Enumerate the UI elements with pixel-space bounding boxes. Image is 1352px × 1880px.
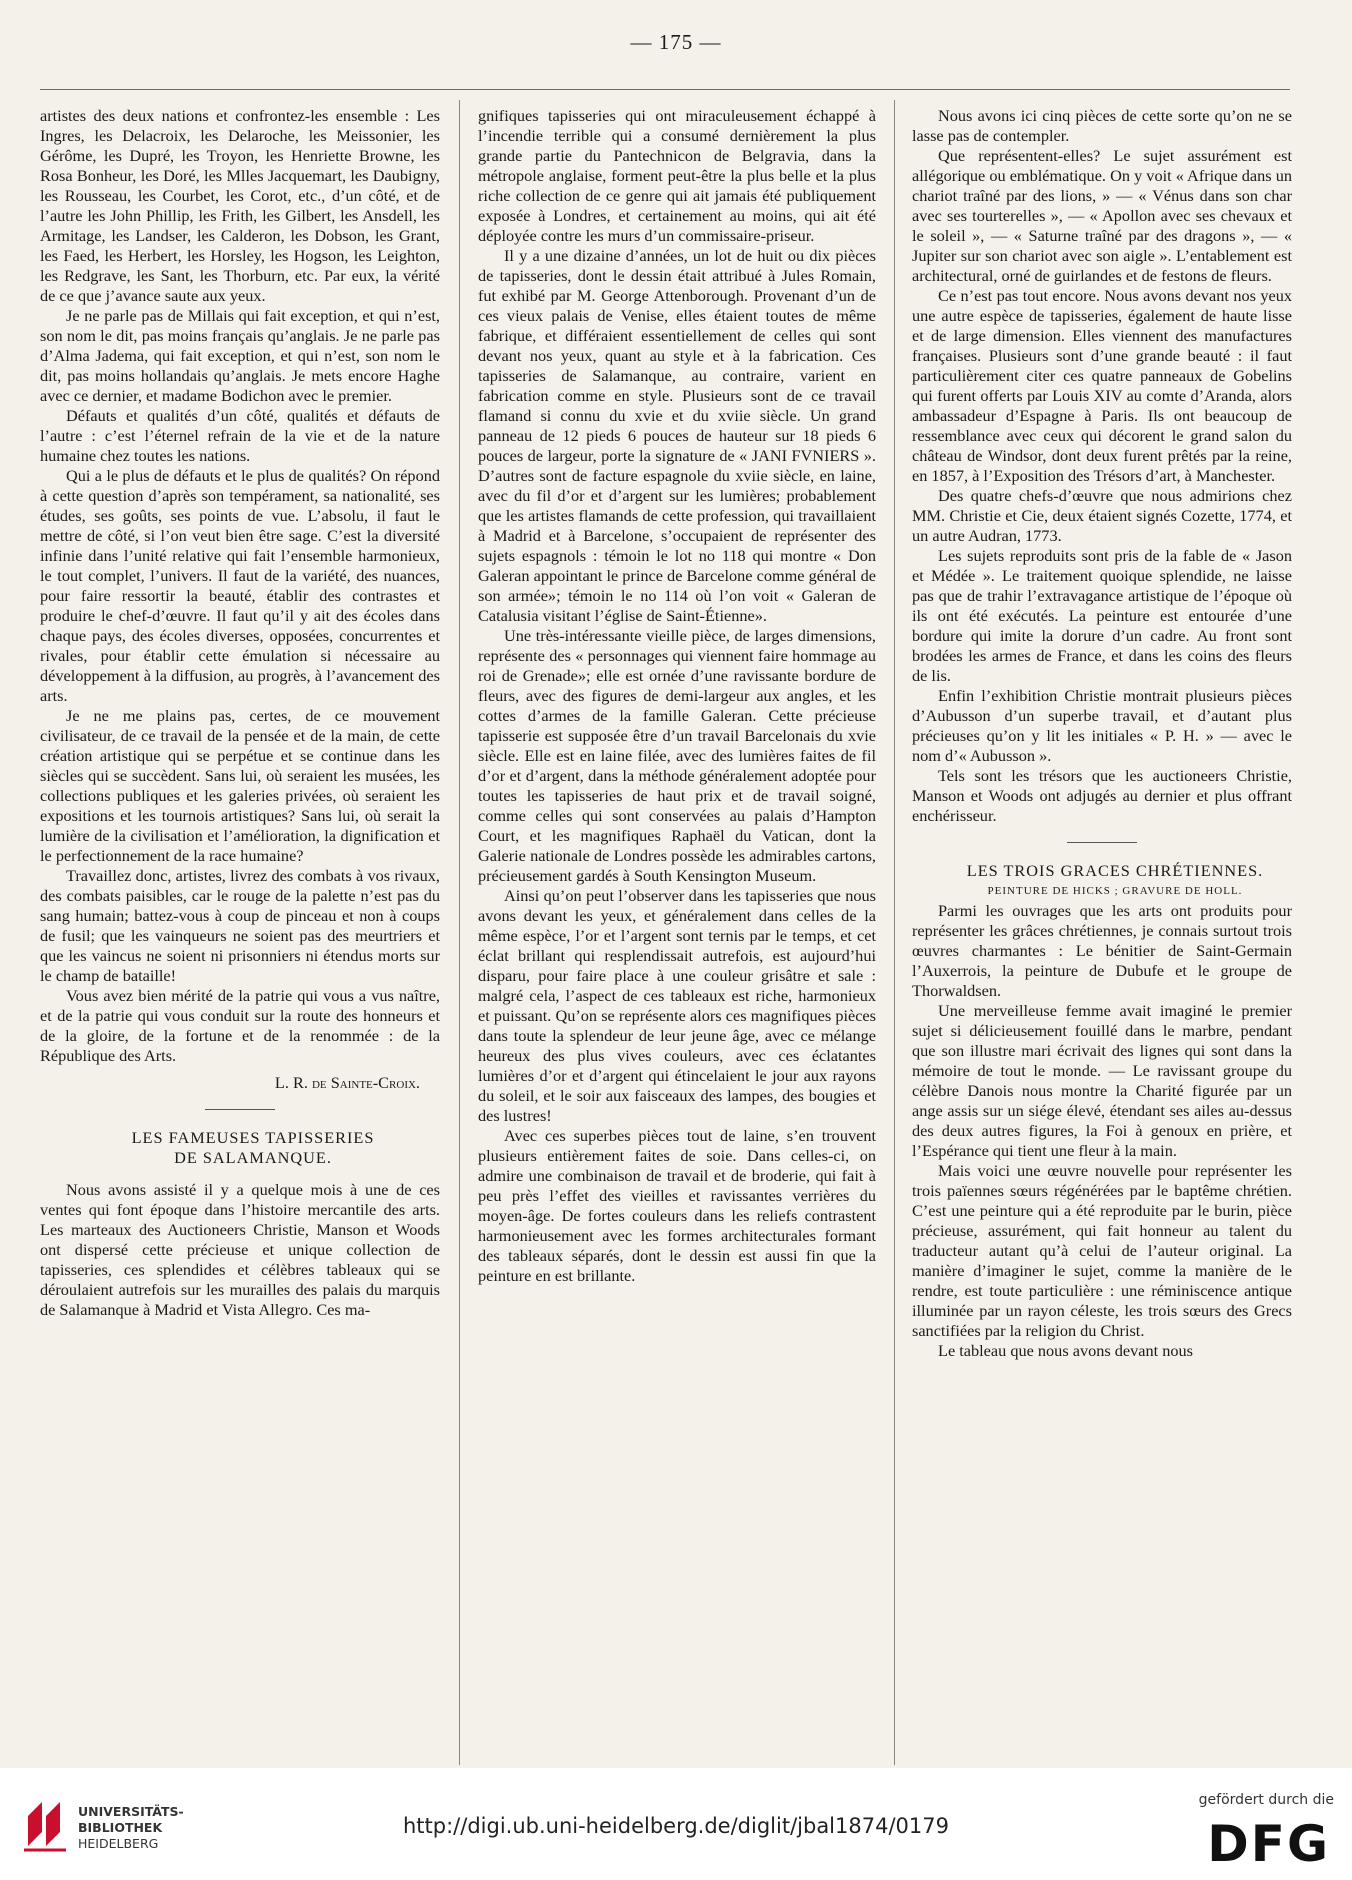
source-url-link[interactable]: http://digi.ub.uni-heidelberg.de/diglit/jbal1874/0179: [403, 1814, 949, 1838]
article-title: LES TROIS GRACES CHRÉTIENNES.: [966, 861, 1264, 880]
column-divider: [894, 100, 895, 1765]
paragraph: Ce n’est pas tout encore. Nous avons devant nos yeux une autre espèce de tapisseries, également de haute lisse et de large dimension. Elles viennent des manufactures françaises. Plusieurs sont d’une grande beauté : il faut particulièrement citer ces quatre panneaux de Gobelins qui furent offerts par Louis XIV au comte d’Aranda, alors ambassadeur d’Espagne à Paris. Ils ont beaucoup de ressemblance avec ceux qui décorent le grand salon du château de Windsor, dont deux furent prêtés par la reine, en 1857, à l’Exposition des Trésors d’art, à Manchester.: [912, 286, 1292, 485]
paragraph: Enfin l’exhibition Christie montrait plusieurs pièces d’Aubusson d’un superbe travail, et d’autant plus précieuses qu’on y lit les initiales « P. H. » — avec le nom d’« Aubusson ».: [912, 686, 1292, 765]
article-title: DE SALAMANQUE.: [174, 1148, 332, 1167]
author-signature: L. R. de Sainte-Croix.: [274, 1073, 420, 1092]
paragraph: Nous avons ici cinq pièces de cette sorte qu’on ne se lasse pas de contempler.: [912, 106, 1292, 145]
column-2: [478, 106, 876, 1761]
paragraph: Tels sont les trésors que les auctioneers Christie, Manson et Woods ont adjugés au dernier et plus offrant enchérisseur.: [912, 766, 1292, 825]
page-number: — 175 —: [630, 30, 722, 54]
paragraph: Une merveilleuse femme avait imaginé le premier sujet si délicieusement fouillé dans le marbre, pendant que son illustre mari écrivait des lignes qui sont dans la mémoire de tout le monde. — Le ravissant groupe du célèbre Danois nous montre la Charité figurée par un ange assis sur un siége élevé, étendant ses ailes au-dessus des deux autres figures, la Foi à genoux en prière, et l’Espérance qui tient une fleur à la main.: [912, 1001, 1292, 1160]
paragraph: Défauts et qualités d’un côté, qualités et défauts de l’autre : c’est l’éternel refrain de la vie et de la nature humaine chez toutes les nations.: [40, 406, 440, 465]
library-name-line: BIBLIOTHEK: [78, 1820, 163, 1835]
paragraph: Nous avons assisté il y a quelque mois à une de ces ventes qui font époque dans l’histoire mercantile des arts. Les marteaux des Auctioneers Christie, Manson et Woods ont dispersé cette précieuse et unique collection de tapisseries, ces splendides et célèbres tableaux qui se déroulaient autrefois sur les murailles des palais du marquis de Salamanque à Madrid et Vista Allegro. Ces ma-: [40, 1180, 440, 1319]
paragraph: Les sujets reproduits sont pris de la fable de « Jason et Médée ». Le traitement quoique splendide, ne laisse pas que de trahir l’extravagance artistique de l’époque où ils ont été exécutés. La peinture est entourée d’une bordure qui imite la dorure d’un cadre. Au front sont brodées les armes de France, et dans les coins des fleurs de lis.: [912, 546, 1292, 685]
column-3: [912, 106, 1292, 1761]
article-subtitle: PEINTURE DE HICKS ; GRAVURE DE HOLL.: [987, 885, 1243, 897]
paragraph: Qui a le plus de défauts et le plus de qualités? On répond à cette question d’après son tempérament, sa nationalité, ses études, ses goûts, ses points de vue. L’absolu, il faut le mettre de côté, si l’on veut bien être sage. C’est la diversité infinie dans l’unité relative qui fait l’ensemble harmonieux, le tout complet, l’univers. Il faut de la variété, des nuances, pour faire ressortir la beauté, établir des contrastes et produire le chef-d’œuvre. Il faut qu’il y ait des écoles dans chaque pays, des écoles diverses, opposées, concurrentes et rivales, pour établir cette émulation si nécessaire au développement à la diffusion, au progrès, à l’avancement des arts.: [40, 466, 440, 705]
paragraph: Je ne parle pas de Millais qui fait exception, et qui n’est, son nom le dit, pas moins français qu’anglais. Je ne parle pas d’Alma Jadema, qui fait exception, et qui n’est, son nom le dit, pas moins hollandais qu’anglais. Je mets encore Haghe avec ce dernier, et madame Bodichon avec le premier.: [40, 306, 440, 405]
paragraph: gnifiques tapisseries qui ont miraculeusement échappé à l’incendie terrible qui a consumé dernièrement la plus grande partie du Pantechnicon de Belgravia, dans la métropole anglaise, forment peut-être la plus belle et la plus riche collection de ce genre qui ait jamais été publiquement exposée à Londres, et certainement au moins, qui ait été déployée contre les murs d’un commissaire-priseur.: [478, 106, 876, 245]
library-name-line: HEIDELBERG: [78, 1836, 159, 1851]
paragraph: Mais voici une œuvre nouvelle pour représenter les trois païennes sœurs régénérées par le baptême chrétien. C’est une peinture qui a été reproduite par le burin, pièce précieuse, assurément, qui fait honneur au talent du traducteur autant qu’à celui de l’auteur original. La manière d’imaginer le sujet, comme la manière de le rendre, est toute particulière : une réminiscence antique illuminée par un rayon céleste, les trois sœurs des Grecs sanctifiées par la religion du Christ.: [912, 1161, 1292, 1340]
column-1: [40, 106, 440, 1761]
paragraph: artistes des deux nations et confrontez-les ensemble : Les Ingres, les Delacroix, les Delaroche, les Meissonier, les Gérôme, les Dupré, les Troyon, les Henriette Browne, les Rosa Bonheur, les Doré, les Mlles Jacquemart, les Daubigny, les Rousseau, les Courbet, les Corot, etc., d’un côté, et de l’autre les John Phillip, les Frith, les Gilbert, les Ansdell, les Armitage, les Landser, les Calderon, les Dobson, les Grant, les Faed, les Herbert, les Horsley, les Hogson, les Leighton, les Redgrave, les Sant, les Thorburn, etc. Par eux, la vérité de ce que j’avance saute aux yeux.: [40, 106, 440, 305]
paragraph: Travaillez donc, artistes, livrez des combats à vos rivaux, des combats paisibles, car le rouge de la palette n’est pas du sang humain; battez-vous à coup de pinceau et non à coups de fusil; que les vainqueurs ne soient pas des meurtriers et que les vaincus ne soient ni prisonniers ni étendus morts sur le champ de bataille!: [40, 866, 440, 985]
section-rule: [1067, 842, 1137, 843]
article-title: LES FAMEUSES TAPISSERIES: [131, 1128, 375, 1147]
library-footer: [0, 1768, 1352, 1880]
paragraph: Des quatre chefs-d’œuvre que nous admirions chez MM. Christie et Cie, deux étaient signés Cozette, 1774, et un autre Audran, 1773.: [912, 486, 1292, 545]
paragraph: Avec ces superbes pièces tout de laine, s’en trouvent plusieurs entièrement faites de soie. Dans celles-ci, on admire une combinaison de travail et de broderie, qui fait à peu près l’effet des vieilles et ravissantes verrières du moyen-âge. De fortes couleurs dans les reliefs contrastent harmonieusement avec les formes architecturales formant des tableaux séparés, dont le dessin est aussi fin que la peinture en est brillante.: [478, 1126, 876, 1285]
paragraph: Parmi les ouvrages que les arts ont produits pour représenter les grâces chrétiennes, je connais surtout trois œuvres charmantes : Le bénitier de Saint-Germain l’Auxerrois, la peinture de Dubufe et le groupe de Thorwaldsen.: [912, 901, 1292, 1000]
paragraph: Que représentent-elles? Le sujet assurément est allégorique ou emblématique. On y voit « Afrique dans un chariot traîné par des lions, » — « Vénus dans son char avec ses tourterelles », — « Apollon avec ses chevaux et le soleil », — « Saturne traîné par des dragons », — « Jupiter sur son chariot avec son aigle ». L’entablement est architectural, orné de guirlandes et de festons de fleurs.: [912, 146, 1292, 285]
header-rule: [40, 89, 1290, 90]
sponsor-text: gefördert durch die: [1198, 1792, 1334, 1808]
section-rule: [205, 1109, 275, 1110]
column-divider: [459, 100, 460, 1765]
paragraph: Une très-intéressante vieille pièce, de larges dimensions, représente des « personnages qui viennent faire hommage au roi de Grenade»; elle est ornée d’une ravissante bordure de fleurs, avec des figures de demi-largeur aux angles, et les cottes d’armes de la famille Galeran. Cette précieuse tapisserie est supposée être d’un travail Barcelonais du xvie siècle. Elle est en laine filée, avec des lumières faites de fil d’or et d’argent, dans la méthode généralement adoptée pour toutes les tapisseries de haut prix et de travail soigné, comme celles qui sont conservées au palais d’Hampton Court, et les magnifiques Raphaël du Vatican, dont la Galerie nationale de Londres possède les admirables cartons, précieusement gardés à South Kensington Museum.: [478, 626, 876, 885]
dfg-logo: DFG: [1207, 1815, 1330, 1873]
paragraph: Le tableau que nous avons devant nous: [938, 1341, 1194, 1360]
paragraph: Vous avez bien mérité de la patrie qui vous a vus naître, et de la patrie qui vous conduit sur la route des honneurs et de la gloire, de la fortune et de la renommée : de la République des Arts.: [40, 986, 440, 1065]
paragraph: Ainsi qu’on peut l’observer dans les tapisseries que nous avons devant les yeux, et généralement dans celles de la même espèce, l’or et l’argent sont ternis par le temps, et cet éclat brillant qui resplendissait autrefois, est aujourd’hui disparu, pour faire place à une couleur grisâtre et sale : malgré cela, l’aspect de ces tableaux est riche, harmonieux et puissant. Qu’on se représente alors ces magnifiques pièces dans toute la splendeur de leur jeune âge, avec ce mélange heureux des plus vives couleurs, avec ces éclatantes lumières d’or et d’argent qui étincelaient le jour aux rayons du soleil, et le soir aux faisceaux des lampes, des bougies et des lustres!: [478, 886, 876, 1125]
paragraph: Il y a une dizaine d’années, un lot de huit ou dix pièces de tapisseries, dont le dessin était attribué à Jules Romain, fut exhibé par M. George Attenborough. Provenant d’un de ces vieux palais de Venise, elles étaient toutes de même fabrique, et différaient essentiellement de celles qui sont devant nos yeux, quant au style et à la fabrication. Ces tapisseries de Salamanque, au contraire, varient en fabrication comme en style. Plusieurs sont de ce travail flamand si connu du xvie et du xviie siècle. Un grand panneau de 12 pieds 6 pouces de hauteur sur 18 pieds 6 pouces de largeur, porte la signature de « JANI FVNIERS ». D’autres sont de facture espagnole du xviie siècle, en laine, avec du fil d’or et d’argent sur les lumières; probablement que les artistes flamands de cette profession, qui travaillaient à Madrid et à Barcelone, s’occupaient de représenter des sujets espagnols : témoin le lot no 118 qui montre « Don Galeran appointant le prince de Barcelone comme général de son armée»; témoin le no 114 où l’on voit « Galeran de Catalusia visitant l’église de Saint-Étienne».: [478, 246, 876, 625]
library-name-line: UNIVERSITÄTS-: [78, 1804, 184, 1819]
paragraph: Je ne me plains pas, certes, de ce mouvement civilisateur, de ce travail de la pensée et de la main, de cette création artistique qui se perpétue et se continue dans les siècles qui se succèdent. Sans lui, où seraient les musées, les collections publiques et les galeries privées, où seraient les expositions et les tournois artistiques? Sans lui, où serait la lumière de la civilisation et l’amélioration, la dignification et le perfectionnement de la race humaine?: [40, 706, 440, 865]
